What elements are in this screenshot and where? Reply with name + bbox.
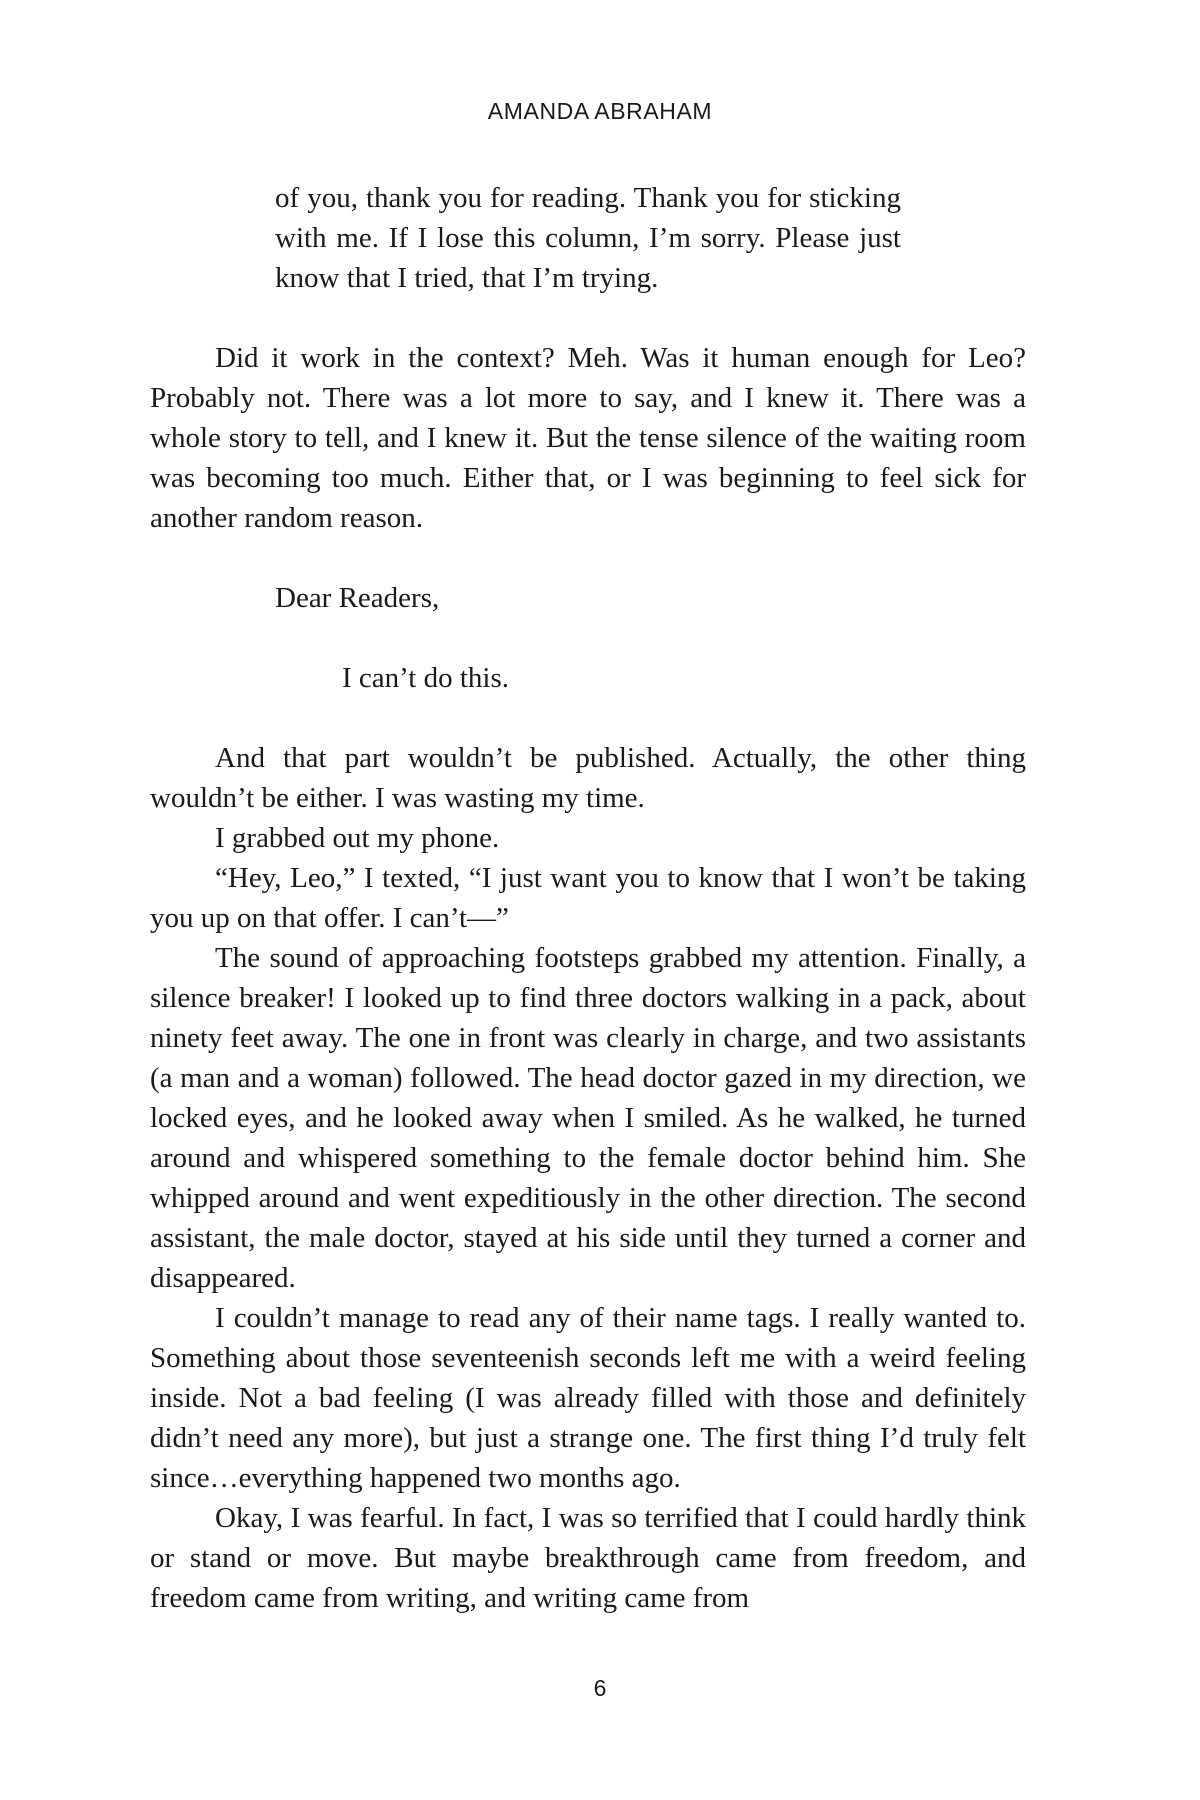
spacer xyxy=(150,298,1026,338)
paragraph-7: Okay, I was fearful. In fact, I was so terrified that I could hardly think or stand or move. But maybe breakthrough came from freedom, and freedom came from writing, and writing came from xyxy=(150,1502,1026,1614)
letter-salutation: Dear Readers, xyxy=(275,582,440,614)
spacer xyxy=(150,698,1026,738)
spacer xyxy=(150,538,1026,578)
paragraph-5: The sound of approaching footsteps grabbed my attention. Finally, a silence breaker! I looked up to find three doctors walking in a pack, about ninety feet away. The one in front was clearly in charge, and two assistants (a man and a woman) followed. The head doctor gazed in my direction, we locked eyes, and he looked away when I smiled. As he walked, he turned around and whispered something to the female doctor behind him. She whipped around and went expeditiously in the other direction. The second assistant, the male doctor, stayed at his side until they turned a corner and disappeared. xyxy=(150,942,1026,1294)
paragraph-6: I couldn’t manage to read any of their name tags. I really wanted to. Something about those seventeenish seconds left me with a weird feeling inside. Not a bad feeling (I was already filled with those and definitely didn’t need any more), but just a strange one. The first thing I’d truly felt since…everything happened two months ago. xyxy=(150,1302,1026,1494)
running-head: AMANDA ABRAHAM xyxy=(487,98,713,124)
spacer xyxy=(150,618,1026,658)
body-text xyxy=(150,178,1026,1618)
page-number: 6 xyxy=(593,1675,607,1701)
paragraph-3: I grabbed out my phone. xyxy=(215,822,500,854)
letter-line: I can’t do this. xyxy=(342,662,509,694)
letter-excerpt: of you, thank you for reading. Thank you for sticking with me. If I lose this column, I’m sorry. Please just know that I tried, that I’m trying. xyxy=(275,182,901,294)
paragraph-1: Did it work in the context? Meh. Was it human enough for Leo? Probably not. There was a lot more to say, and I knew it. There was a whole story to tell, and I knew it. But the tense silence of the waiting room was becoming too much. Either that, or I was beginning to feel sick for another random reason. xyxy=(150,342,1026,534)
paragraph-2: And that part wouldn’t be published. Actually, the other thing wouldn’t be either. I was wasting my time. xyxy=(150,742,1026,814)
paragraph-4: “Hey, Leo,” I texted, “I just want you to know that I won’t be taking you up on that offer. I can’t—” xyxy=(150,862,1026,934)
